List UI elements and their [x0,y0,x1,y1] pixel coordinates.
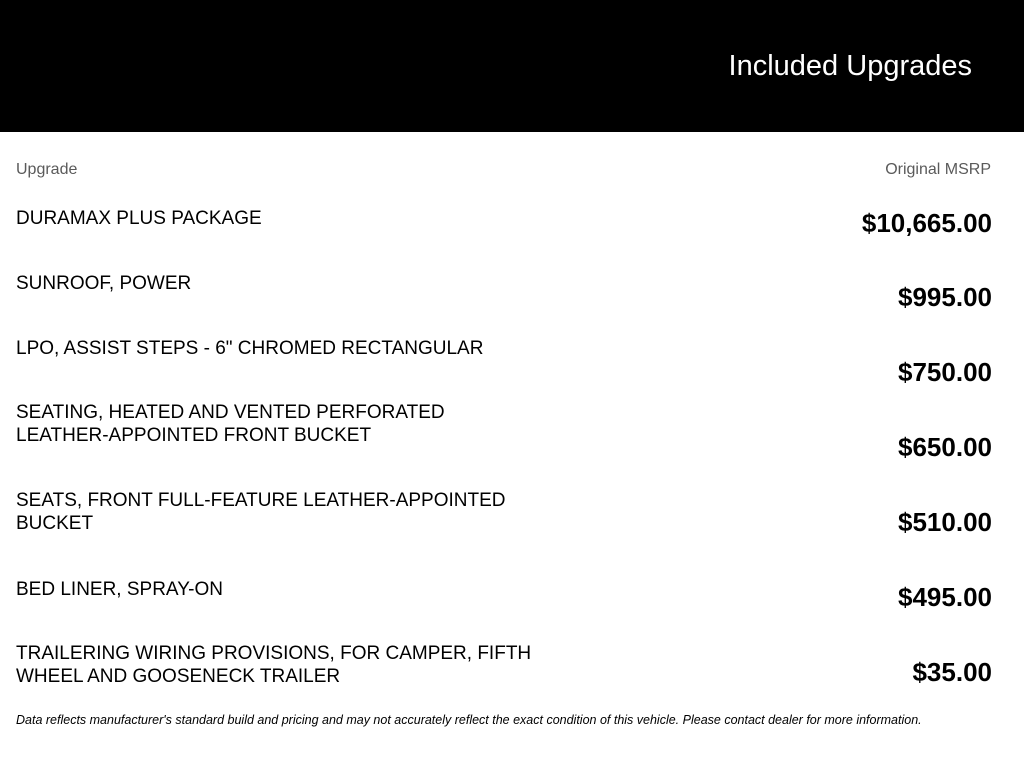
upgrade-name: BED LINER, SPRAY-ON [16,579,223,600]
upgrade-price: $495.00 [898,582,992,612]
upgrade-name: SEATS, FRONT FULL-FEATURE LEATHER-APPOINTED BUCKET [16,490,506,534]
upgrade-price: $995.00 [898,282,992,312]
column-header-msrp: Original MSRP [885,161,991,178]
upgrade-name: SUNROOF, POWER [16,273,192,294]
column-header-upgrade: Upgrade [16,161,78,178]
page-title: Included Upgrades [728,50,972,82]
upgrade-name: TRAILERING WIRING PROVISIONS, FOR CAMPER, FIFTH WHEEL AND GOOSENECK TRAILER [16,643,532,687]
upgrade-price: $750.00 [898,357,992,387]
upgrade-name: SEATING, HEATED AND VENTED PERFORATED LEATHER-APPOINTED FRONT BUCKET [16,402,445,446]
upgrade-price: $35.00 [912,657,992,687]
upgrade-name: DURAMAX PLUS PACKAGE [16,208,262,229]
upgrade-name: LPO, ASSIST STEPS - 6" CHROMED RECTANGULAR [16,338,484,359]
header-banner [0,0,1024,132]
upgrade-price: $510.00 [898,507,992,537]
disclaimer-text: Data reflects manufacturer's standard build and pricing and may not accurately reflect the exact condition of this vehicle. Please contact dealer for more information. [16,713,922,727]
upgrade-price: $650.00 [898,432,992,462]
upgrade-price: $10,665.00 [861,208,992,238]
